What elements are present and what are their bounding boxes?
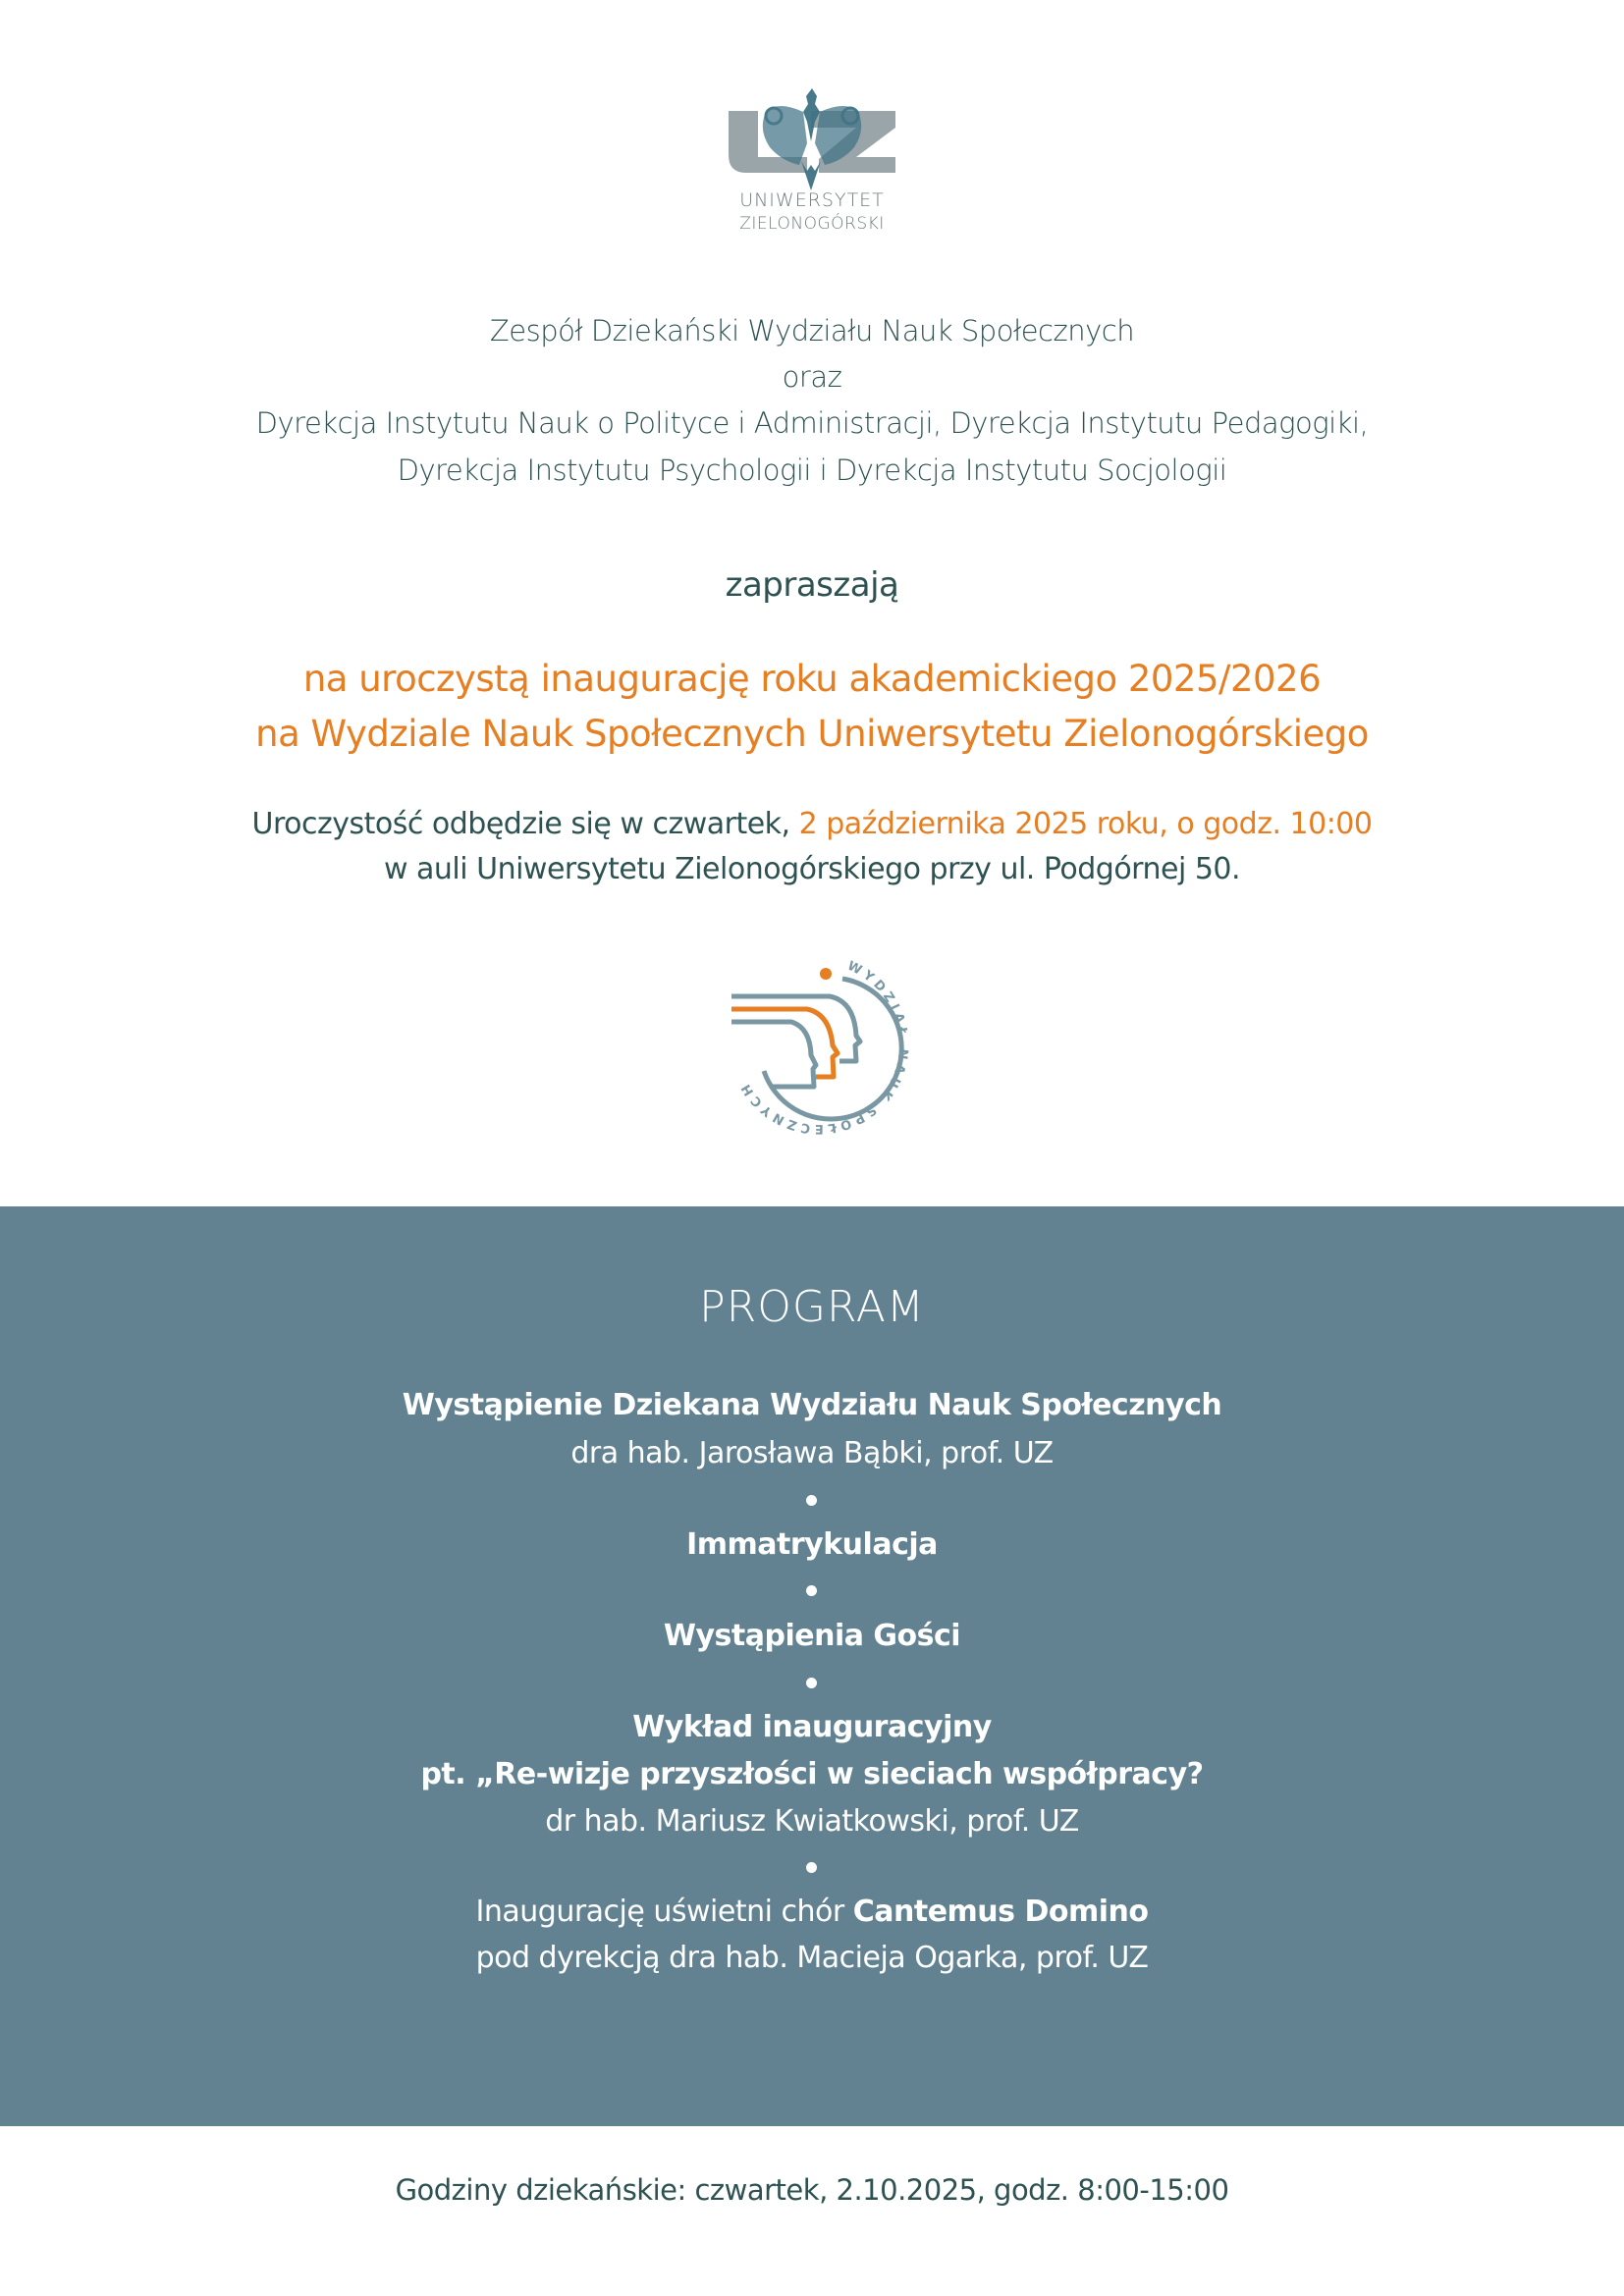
event-title-line-2: na Wydziale Nauk Społecznych Uniwersytetu Zielonogórskiego bbox=[255, 713, 1369, 755]
heads-profile-icon bbox=[731, 996, 860, 1087]
program-bullet bbox=[806, 1585, 817, 1596]
logo-dot-icon bbox=[820, 968, 832, 980]
event-date-prefix: Uroczystość odbędzie się w czwartek, bbox=[251, 807, 799, 841]
logo-text-line1: UNIWERSYTET bbox=[739, 189, 885, 211]
faculty-logo bbox=[687, 918, 962, 1163]
invite-heading: zapraszają bbox=[725, 565, 899, 605]
event-date-highlight: 2 października 2025 roku, o godz. 10:00 bbox=[798, 807, 1373, 841]
program-bullet bbox=[806, 1862, 817, 1873]
program-item-4-title: Wykład inauguracyjny bbox=[632, 1710, 992, 1744]
organizer-line-1: Zespół Dziekański Wydziału Nauk Społecznych bbox=[489, 314, 1135, 347]
dean-hours-footer: Godziny dziekańskie: czwartek, 2.10.2025, godz. 8:00-15:00 bbox=[395, 2173, 1229, 2207]
program-item-3-title: Wystąpienia Gości bbox=[663, 1619, 961, 1653]
program-title: PROGRAM bbox=[699, 1282, 925, 1332]
program-item-5-prefix: Inaugurację uświetni chór bbox=[475, 1895, 853, 1929]
program-bullet bbox=[806, 1495, 817, 1506]
event-title-line-1: na uroczystą inaugurację roku akademickiego 2025/2026 bbox=[302, 658, 1322, 700]
event-location-line: w auli Uniwersytetu Zielonogórskiego przy ul. Podgórnej 50. bbox=[383, 852, 1241, 886]
organizer-line-4: Dyrekcja Instytutu Psychologii i Dyrekcja Instytutu Socjologii bbox=[397, 454, 1227, 487]
university-logo bbox=[709, 82, 915, 240]
organizer-line-3: Dyrekcja Instytutu Nauk o Polityce i Administracji, Dyrekcja Instytutu Pedagogiki, bbox=[255, 406, 1369, 440]
organizer-line-2: oraz bbox=[782, 360, 842, 394]
logo-text-line2: ZIELONOGÓRSKI bbox=[739, 214, 885, 234]
program-section bbox=[0, 1206, 1624, 2126]
program-item-1-speaker: dra hab. Jarosława Bąbki, prof. UZ bbox=[570, 1436, 1054, 1470]
choir-name: Cantemus Domino bbox=[852, 1895, 1149, 1929]
logo-ring-text: WYDZIAŁ NAUK SPOŁECZNYCH bbox=[736, 958, 911, 1137]
program-item-1-title: Wystąpienie Dziekana Wydziału Nauk Społecznych bbox=[402, 1388, 1222, 1422]
program-item-4-lecture-title: pt. „Re-wizje przyszłości w sieciach współpracy? bbox=[420, 1757, 1204, 1791]
program-item-5-line bbox=[0, 1895, 1624, 1929]
program-item-4-speaker: dr hab. Mariusz Kwiatkowski, prof. UZ bbox=[545, 1804, 1079, 1839]
program-item-2-title: Immatrykulacja bbox=[686, 1527, 938, 1562]
eagle-icon bbox=[763, 88, 861, 190]
program-item-5-conductor: pod dyrekcją dra hab. Macieja Ogarka, prof. UZ bbox=[475, 1941, 1149, 1975]
event-date-line bbox=[0, 807, 1624, 841]
program-bullet bbox=[806, 1678, 817, 1688]
